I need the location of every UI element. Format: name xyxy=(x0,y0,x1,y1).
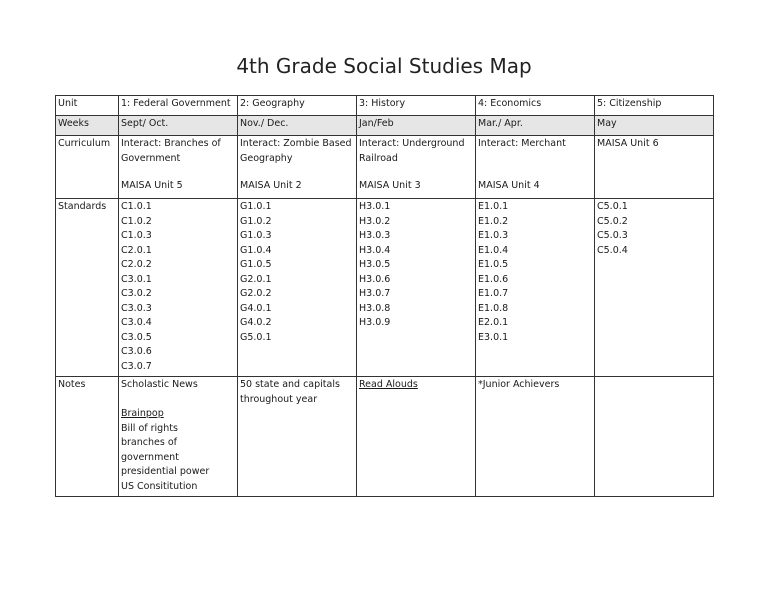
curriculum-cell xyxy=(119,136,238,199)
standard-code: G1.0.3 xyxy=(240,230,272,241)
standard-code: C3.0.6 xyxy=(121,346,152,357)
unit-weeks: May xyxy=(595,116,714,136)
standard-code: G1.0.5 xyxy=(240,259,272,270)
unit-weeks: Jan/Feb xyxy=(357,116,476,136)
standard-code: G1.0.4 xyxy=(240,244,272,256)
standards-row xyxy=(56,199,714,377)
notes-cell xyxy=(595,377,714,497)
standard-code: H3.0.1 xyxy=(359,201,391,212)
standard-code: G5.0.1 xyxy=(240,331,272,343)
standard-code: C3.0.7 xyxy=(121,360,152,372)
note-line: *Junior Achievers xyxy=(478,379,560,390)
standard-code: E1.0.3 xyxy=(478,230,509,241)
standard-code: E1.0.4 xyxy=(478,244,509,256)
standard-code: G1.0.2 xyxy=(240,215,272,227)
note-line: branches of xyxy=(121,437,177,448)
standard-code: H3.0.3 xyxy=(359,230,391,241)
standard-code: C1.0.1 xyxy=(121,201,152,212)
curriculum-maisa: MAISA Unit 5 xyxy=(121,180,183,191)
standard-code: C3.0.2 xyxy=(121,288,152,299)
row-label-standards: Standards xyxy=(56,199,119,377)
curriculum-maisa: MAISA Unit 2 xyxy=(240,180,302,191)
curriculum-interact: Interact: Merchant xyxy=(478,138,566,149)
unit-name: 1: Federal Government xyxy=(119,96,238,116)
standard-code: G2.0.2 xyxy=(240,288,272,299)
standard-code: G4.0.2 xyxy=(240,317,272,328)
curriculum-cell xyxy=(595,136,714,199)
unit-weeks: Mar./ Apr. xyxy=(476,116,595,136)
standard-code: C5.0.3 xyxy=(597,230,628,241)
note-line: 50 state and capitals xyxy=(240,379,340,390)
note-line: US Consititution xyxy=(121,480,198,492)
curriculum-row xyxy=(56,136,714,199)
standards-cell xyxy=(238,199,357,377)
standard-code: G2.0.1 xyxy=(240,273,272,285)
standard-code: H3.0.2 xyxy=(359,215,391,227)
row-label-notes: Notes xyxy=(56,377,119,497)
standards-cell xyxy=(357,199,476,377)
standard-code: E1.0.5 xyxy=(478,259,509,270)
note-line: Scholastic News xyxy=(121,379,198,390)
curriculum-interact: Interact: Branches of Government xyxy=(121,138,221,164)
standard-code: C3.0.3 xyxy=(121,302,152,314)
notes-row xyxy=(56,377,714,497)
standard-code: E1.0.2 xyxy=(478,215,509,227)
note-line: government xyxy=(121,451,179,463)
standard-code: C3.0.1 xyxy=(121,273,152,285)
note-line: presidential power xyxy=(121,466,210,477)
standard-code: C3.0.5 xyxy=(121,331,152,343)
standard-code: H3.0.6 xyxy=(359,273,391,285)
social-studies-map-table xyxy=(55,95,714,497)
standard-code: G1.0.1 xyxy=(240,201,272,212)
page-title: 4th Grade Social Studies Map xyxy=(236,54,532,78)
standard-code: H3.0.7 xyxy=(359,288,391,299)
notes-cell xyxy=(119,377,238,497)
standard-code: E1.0.6 xyxy=(478,273,509,285)
note-line: throughout year xyxy=(240,393,318,405)
unit-weeks: Sept/ Oct. xyxy=(119,116,238,136)
curriculum-cell xyxy=(357,136,476,199)
standard-code: C2.0.2 xyxy=(121,259,152,270)
standard-code: H3.0.4 xyxy=(359,244,391,256)
standard-code: H3.0.9 xyxy=(359,317,391,328)
standard-code: H3.0.5 xyxy=(359,259,391,270)
notes-cell xyxy=(357,377,476,497)
row-label-weeks: Weeks xyxy=(56,116,119,136)
standard-code: C5.0.2 xyxy=(597,215,628,227)
notes-cell xyxy=(238,377,357,497)
weeks-row xyxy=(56,116,714,136)
read-alouds-link[interactable]: Read Alouds xyxy=(359,379,418,390)
unit-name: 4: Economics xyxy=(476,96,595,116)
standard-code: G4.0.1 xyxy=(240,302,272,314)
unit-name: 3: History xyxy=(357,96,476,116)
row-label-unit: Unit xyxy=(56,96,119,116)
notes-cell xyxy=(476,377,595,497)
curriculum-interact: MAISA Unit 6 xyxy=(597,138,659,149)
standard-code: C3.0.4 xyxy=(121,317,152,328)
standard-code: H3.0.8 xyxy=(359,302,391,314)
curriculum-maisa: MAISA Unit 3 xyxy=(359,180,421,191)
standard-code: C1.0.3 xyxy=(121,230,152,241)
standards-cell xyxy=(476,199,595,377)
curriculum-cell xyxy=(476,136,595,199)
unit-name: 2: Geography xyxy=(238,96,357,116)
curriculum-cell xyxy=(238,136,357,199)
standard-code: E1.0.7 xyxy=(478,288,509,299)
standard-code: C1.0.2 xyxy=(121,215,152,227)
curriculum-maisa: MAISA Unit 4 xyxy=(478,180,540,191)
unit-name: 5: Citizenship xyxy=(595,96,714,116)
unit-weeks: Nov./ Dec. xyxy=(238,116,357,136)
unit-row xyxy=(56,96,714,116)
standards-cell xyxy=(595,199,714,377)
row-label-curriculum: Curriculum xyxy=(56,136,119,199)
brainpop-link[interactable]: Brainpop xyxy=(121,408,164,419)
curriculum-interact: Interact: Zombie Based Geography xyxy=(240,138,352,164)
standard-code: C5.0.1 xyxy=(597,201,628,212)
note-line: Bill of rights xyxy=(121,422,178,434)
standard-code: E1.0.8 xyxy=(478,302,509,314)
standard-code: C5.0.4 xyxy=(597,244,628,256)
standard-code: E2.0.1 xyxy=(478,317,509,328)
standard-code: C2.0.1 xyxy=(121,244,152,256)
standard-code: E3.0.1 xyxy=(478,331,509,343)
curriculum-interact: Interact: Underground Railroad xyxy=(359,138,465,164)
standard-code: E1.0.1 xyxy=(478,201,509,212)
standards-cell xyxy=(119,199,238,377)
